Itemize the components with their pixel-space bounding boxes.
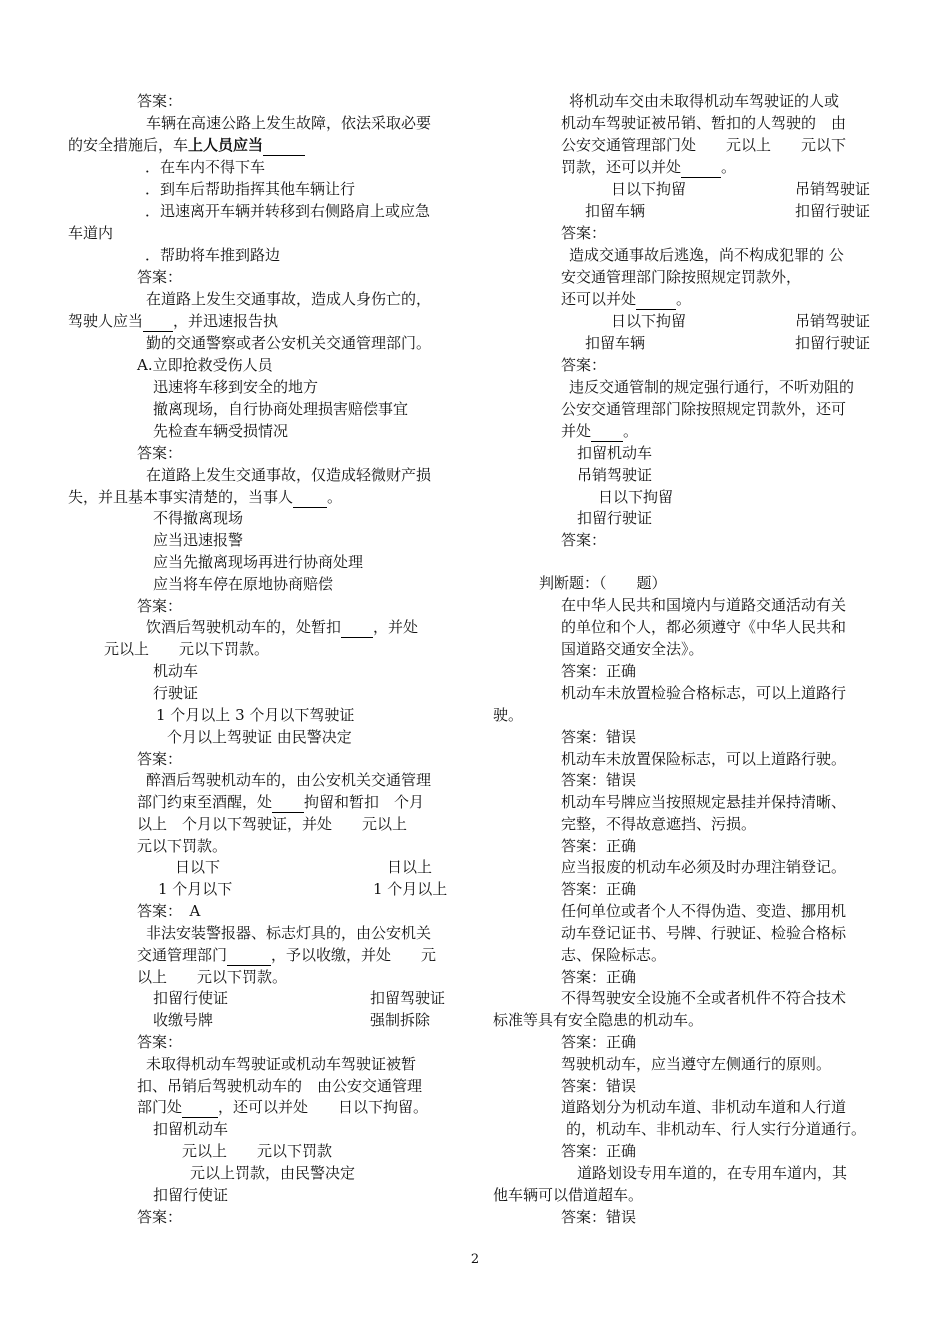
answer-line: 答案：正确 (561, 1142, 637, 1160)
answer-line: 答案： (561, 356, 607, 374)
question-text: 醉酒后驾驶机动车的，由公安机关交通管理 (146, 771, 432, 789)
statement-text: 的，机动车、非机动车、行人实行分道通行。 (566, 1120, 867, 1138)
option-item: 吊销驾驶证 (577, 466, 653, 484)
option-item: A.立即抢救受伤人员 (137, 356, 273, 374)
question-text: 在道路上发生交通事故，仅造成轻微财产损 (146, 466, 432, 484)
question-text: 交通管理部门 ，予以收缴，并处 元 (137, 946, 437, 964)
option-item: 日以下拘留 (611, 180, 687, 198)
question-text: 元以下罚款。 (137, 837, 228, 855)
option-item: 日以下拘留 (598, 488, 674, 506)
statement-text: 的单位和个人，都必须遵守《中华人民共和 (561, 618, 847, 636)
answer-line: 答案：正确 (561, 880, 637, 898)
statement-text: 机动车未放置检验合格标志，可以上道路行 (561, 684, 847, 702)
question-text: 公安交通管理部门除按照规定罚款外，还可 (561, 400, 847, 418)
option-item: 先检查车辆受损情况 (153, 422, 289, 440)
statement-text: 不得驾驶安全设施不全或者机件不符合技术 (561, 989, 847, 1007)
question-text: 扣、吊销后驾驶机动车的 由公安交通管理 (137, 1077, 423, 1095)
question-text: 车辆在高速公路上发生故障，依法采取必要 (146, 114, 432, 132)
option-item: ．在车内不得下车 (145, 158, 266, 176)
option-item: 迅速将车移到安全的地方 (153, 378, 319, 396)
option-item: 吊销驾驶证 (795, 180, 871, 198)
statement-text: 任何单位或者个人不得伪造、变造、挪用机 (561, 902, 847, 920)
option-item: 个月以上驾驶证 由民警决定 (167, 728, 352, 746)
statement-text: 机动车未放置保险标志，可以上道路行驶。 (561, 750, 847, 768)
option-item: 1 个月以上 3 个月以下驾驶证 (156, 706, 355, 724)
option-item: 强制拆除 (370, 1011, 431, 1029)
answer-line: 答案：正确 (561, 662, 637, 680)
option-item: 扣留车辆 (585, 334, 646, 352)
answer-line: 答案： (137, 1208, 183, 1226)
option-item: 1 个月以下 (158, 880, 233, 898)
option-item: ．帮助将车推到路边 (145, 246, 281, 264)
answer-line: 答案：错误 (561, 1208, 637, 1226)
question-text: 造成交通事故后逃逸，尚不构成犯罪的 公 (569, 246, 844, 264)
page-number: 2 (470, 1252, 480, 1267)
statement-text: 应当报废的机动车必须及时办理注销登记。 (561, 858, 847, 876)
statement-text: 机动车号牌应当按照规定悬挂并保持清晰、 (561, 793, 847, 811)
question-text: 未取得机动车驾驶证或机动车驾驶证被暂 (146, 1055, 417, 1073)
statement-text: 驶。 (493, 706, 524, 724)
question-text: 以上 个月以下驾驶证，并处 元以上 (137, 815, 408, 833)
option-item: 日以下 (175, 858, 221, 876)
answer-line: 答案： (137, 444, 183, 462)
question-text: 驾驶人应当 ，并迅速报告执 (68, 312, 279, 330)
answer-line: 答案：正确 (561, 1033, 637, 1051)
question-text: 勤的交通警察或者公安机关交通管理部门。 (146, 334, 432, 352)
question-text: 的安全措施后，车上人员应当 (68, 135, 305, 156)
answer-line: 答案： (561, 224, 607, 242)
option-item: 扣留行使证 (153, 989, 229, 1007)
statement-text: 驾驶机动车，应当遵守左侧通行的原则。 (561, 1055, 832, 1073)
option-item: 扣留机动车 (153, 1120, 229, 1138)
option-item: ．迅速离开车辆并转移到右侧路肩上或应急 (145, 202, 431, 220)
statement-text: 在中华人民共和国境内与道路交通活动有关 (561, 596, 847, 614)
question-text: 元以上 元以下罚款。 (104, 640, 270, 658)
answer-line: 答案： (137, 268, 183, 286)
statement-text: 标准等具有安全隐患的机动车。 (493, 1011, 704, 1029)
question-text: 违反交通管制的规定强行通行，不听劝阻的 (569, 378, 855, 396)
question-text: 机动车驾驶证被吊销、暂扣的人驾驶的 由 (561, 114, 847, 132)
option-item: 撤离现场，自行协商处理损害赔偿事宜 (153, 400, 409, 418)
answer-line: 答案： (137, 597, 183, 615)
option-item: 日以下拘留 (611, 312, 687, 330)
option-item: 不得撤离现场 (153, 509, 244, 527)
option-item: 扣留车辆 (585, 202, 646, 220)
question-text: 以上 元以下罚款。 (137, 968, 288, 986)
statement-text: 完整，不得故意遮挡、污损。 (561, 815, 757, 833)
question-text: 安交通管理部门除按照规定罚款外， (561, 268, 802, 286)
answer-line: 答案：正确 (561, 968, 637, 986)
question-text: 非法安装警报器、标志灯具的，由公安机关 (146, 924, 432, 942)
statement-text: 道路划分为机动车道、非机动车道和人行道 (561, 1098, 847, 1116)
answer-line: 答案：错误 (561, 728, 637, 746)
option-item: 扣留行驶证 (795, 202, 871, 220)
option-item: 机动车 (153, 662, 199, 680)
question-text: 在道路上发生交通事故，造成人身伤亡的， (146, 290, 432, 308)
option-item: 1 个月以上 (373, 880, 448, 898)
question-text: 还可以并处 。 (561, 290, 692, 308)
answer-line: 答案：正确 (561, 837, 637, 855)
option-item: 应当将车停在原地协商赔偿 (153, 575, 334, 593)
option-item: 扣留机动车 (577, 444, 653, 462)
option-item: 收缴号牌 (153, 1011, 214, 1029)
option-item: 行驶证 (153, 684, 199, 702)
option-item: 扣留驾驶证 (370, 989, 446, 1007)
question-text: 部门处 ，还可以并处 日以下拘留。 (137, 1098, 429, 1116)
statement-text: 志、保险标志。 (561, 946, 667, 964)
statement-text: 道路划设专用车道的，在专用车道内，其 (577, 1164, 848, 1182)
question-text: 部门约束至酒醒，处 拘留和暂扣 个月 (137, 793, 425, 811)
answer-line: 答案： A (137, 902, 201, 920)
statement-text: 动车登记证书、号牌、行驶证、检验合格标 (561, 924, 847, 942)
option-item: 吊销驾驶证 (795, 312, 871, 330)
question-text: 罚款，还可以并处 。 (561, 158, 737, 176)
question-text: 失，并且基本事实清楚的，当事人 。 (68, 488, 343, 506)
question-text: 饮酒后驾驶机动车的，处暂扣 ，并处 (146, 618, 419, 636)
question-text: 并处 。 (561, 422, 639, 440)
answer-line: 答案： (137, 92, 183, 110)
option-item: 扣留行使证 (153, 1186, 229, 1204)
answer-line: 答案： (137, 1033, 183, 1051)
answer-line: 答案： (561, 531, 607, 549)
option-item: 扣留行驶证 (795, 334, 871, 352)
question-text: 将机动车交由未取得机动车驾驶证的人或 (569, 92, 840, 110)
answer-line: 答案： (137, 750, 183, 768)
section-title: 判断题：（ 题） (539, 574, 667, 592)
option-item: 元以上罚款，由民警决定 (190, 1164, 356, 1182)
answer-line: 答案：错误 (561, 1077, 637, 1095)
option-item: 应当先撤离现场再进行协商处理 (153, 553, 364, 571)
option-item: 车道内 (68, 224, 114, 242)
option-item: 扣留行驶证 (577, 509, 653, 527)
question-text: 公安交通管理部门处 元以上 元以下 (561, 136, 847, 154)
option-item: 日以上 (387, 858, 433, 876)
option-item: 元以上 元以下罚款 (182, 1142, 333, 1160)
answer-line: 答案：错误 (561, 771, 637, 789)
statement-text: 他车辆可以借道超车。 (493, 1186, 644, 1204)
option-item: 应当迅速报警 (153, 531, 244, 549)
option-item: ．到车后帮助指挥其他车辆让行 (145, 180, 356, 198)
statement-text: 国道路交通安全法》。 (561, 640, 704, 658)
